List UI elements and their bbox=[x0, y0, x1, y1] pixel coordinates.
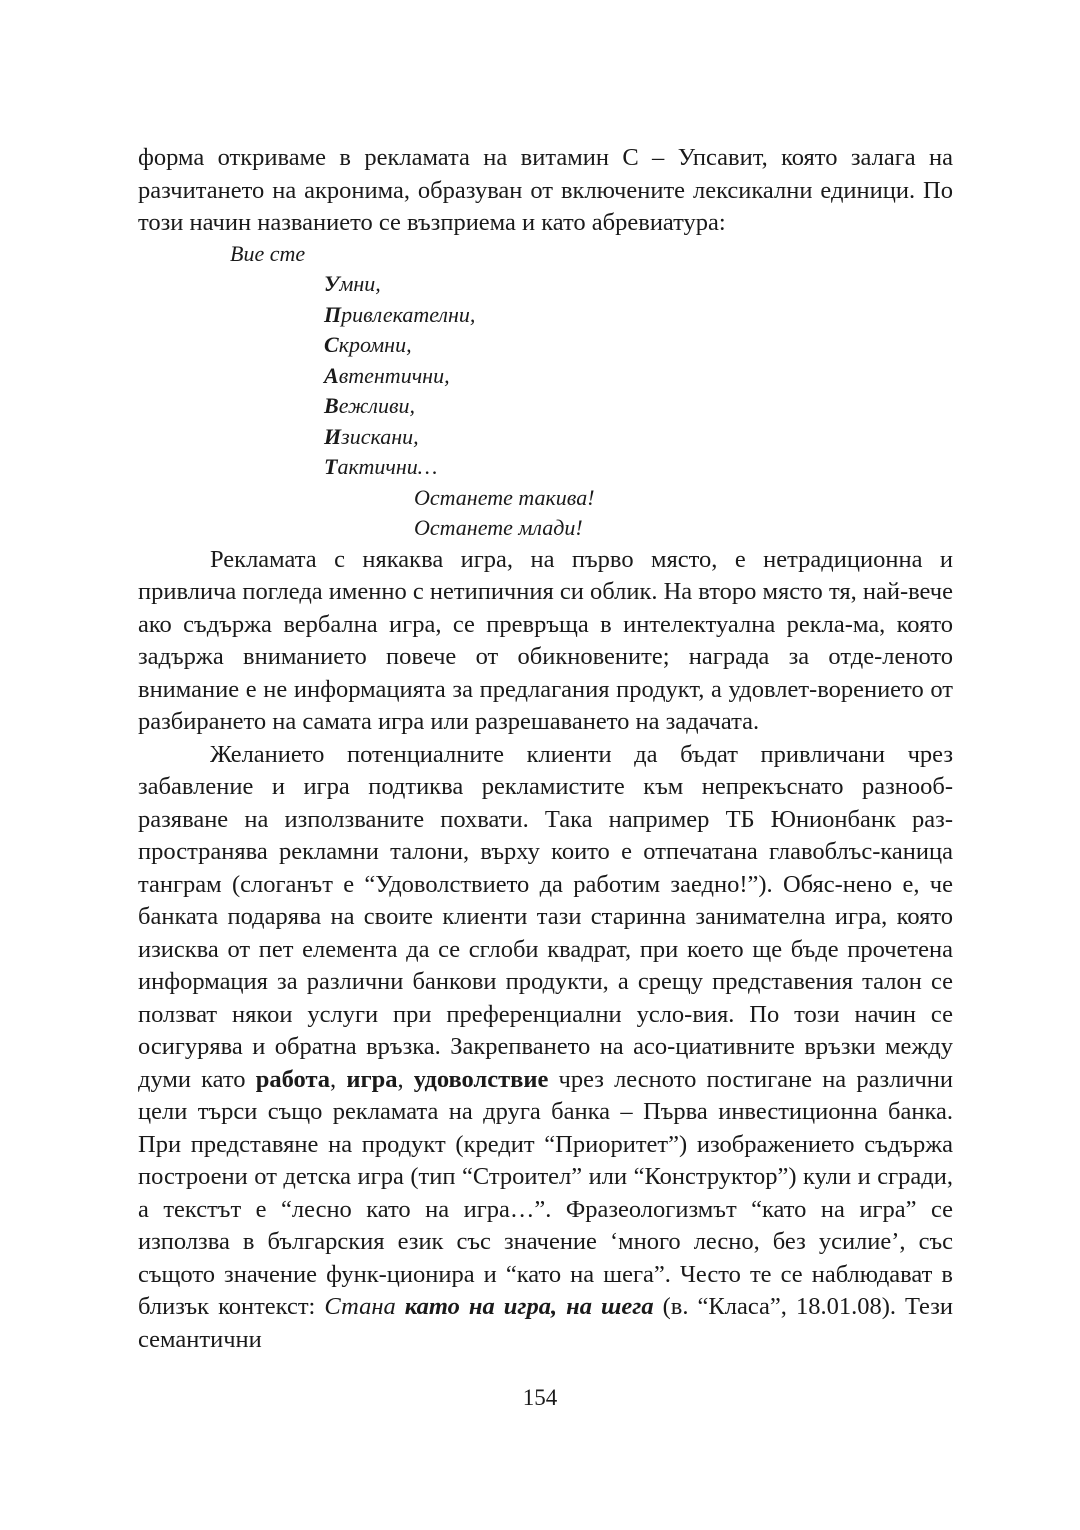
example-source: (в. “Класа”, 18.01.08). Тези семантични bbox=[138, 1293, 954, 1353]
verse-word-rest: ежливи, bbox=[338, 393, 416, 418]
paragraph-text: чрез лесното постигане на различни цели търси също рекламата на друга банка – Първа инвестиционна банка. При представяне на продукт (кредит “Приоритет”) изображението съдържа построени от детска игра (тип “Строител” или “Конструктор”) кули и сгради, а текстът е “лесно като на игра…”. Фразеологизмът “като на игра” се използва в българския език със значение ‘много лесно, без усилие’, със същото значение функ-ционира и “като на шега”. Често те се наблюдават в близък контекст: bbox=[138, 1065, 954, 1320]
verse-word-rest: мни, bbox=[339, 271, 381, 296]
emphasis-word: работа bbox=[255, 1065, 331, 1093]
paragraph-bank-ads bbox=[138, 739, 953, 1357]
paragraph-text: Желанието потенциалните клиенти да бъдат привличани чрез забавление и игра подтиква рекламистите към непрекъснато разнооб-разяване на използваните похвати. Така например ТБ Юнионбанк раз-пространява рекламни талони, върху които е отпечатана главоблъс-каница танграм (слоганът е “Удоволствието да работим заедно!”). Обяс-нено е, че банката подарява на своите клиенти тази старинна занимателна игра, която изисква от пет елемента да се сглоби квадрат, при което ще бъде прочетена информация за различни банкови продукти, а срещу представения талон се ползват някои услуги при преференциални усло-вия. По този начин се осигурява и обратна връзка. Закрепването на асо-циативните връзки между думи като bbox=[138, 740, 953, 1093]
acrostic-initial: У bbox=[324, 271, 340, 296]
example-italic: Стана bbox=[324, 1293, 396, 1320]
verse-line bbox=[324, 422, 953, 453]
comma: , bbox=[397, 1065, 404, 1093]
verse-line bbox=[324, 330, 953, 361]
verse-word-rest: зискани, bbox=[341, 423, 419, 449]
verse-word-rest: актични… bbox=[337, 454, 438, 479]
paragraph-intro: форма откриваме в рекламата на витамин С – Упсавит, която залага на разчитането на акронима, образуван от включените лексикални единици. По този начин названието се възприема и като абревиатура: bbox=[138, 144, 953, 236]
verse-closing-line: Останете млади! bbox=[414, 515, 583, 540]
acrostic-initial: И bbox=[324, 423, 342, 449]
verse-line bbox=[324, 391, 953, 422]
verse-line bbox=[324, 361, 953, 392]
verse-line bbox=[324, 300, 953, 331]
text-body bbox=[138, 142, 953, 1356]
verse-word-rest: кромни, bbox=[338, 332, 412, 357]
page-number: 154 bbox=[522, 1385, 558, 1410]
verse-intro-line: Вие сте bbox=[230, 240, 306, 266]
comma: , bbox=[330, 1065, 337, 1093]
verse-line bbox=[324, 452, 953, 483]
verse-word-rest: втентични, bbox=[338, 362, 450, 388]
verse-line bbox=[324, 269, 953, 300]
acrostic-verse bbox=[138, 239, 953, 544]
verse-closing-line: Останете такива! bbox=[414, 484, 595, 510]
acrostic-initial: А bbox=[324, 362, 339, 388]
acrostic-initial: П bbox=[324, 301, 342, 327]
paragraph-game-ads: Рекламата с някаква игра, на първо място, е нетрадиционна и привлича погледа именно с нетипичния си облик. На второ място тя, най-вече ако съдържа вербална игра, се превръща в интелектуална рекла-ма, която задържа вниманието повече от обикновените; награда за отде-леното внимание е не информацията за предлагания продукт, а удовлет-ворението от разбирането на самата игра или разрешаването на задачата. bbox=[138, 545, 953, 735]
example-bold-italic: като на игра, на шега bbox=[404, 1293, 654, 1320]
acrostic-initial: Т bbox=[324, 454, 338, 479]
emphasis-word: игра bbox=[346, 1065, 398, 1093]
emphasis-word: удоволствие bbox=[413, 1065, 549, 1093]
acrostic-initial: С bbox=[324, 332, 339, 357]
acrostic-initial: В bbox=[324, 393, 339, 418]
verse-word-rest: ривлекателни, bbox=[341, 301, 476, 327]
